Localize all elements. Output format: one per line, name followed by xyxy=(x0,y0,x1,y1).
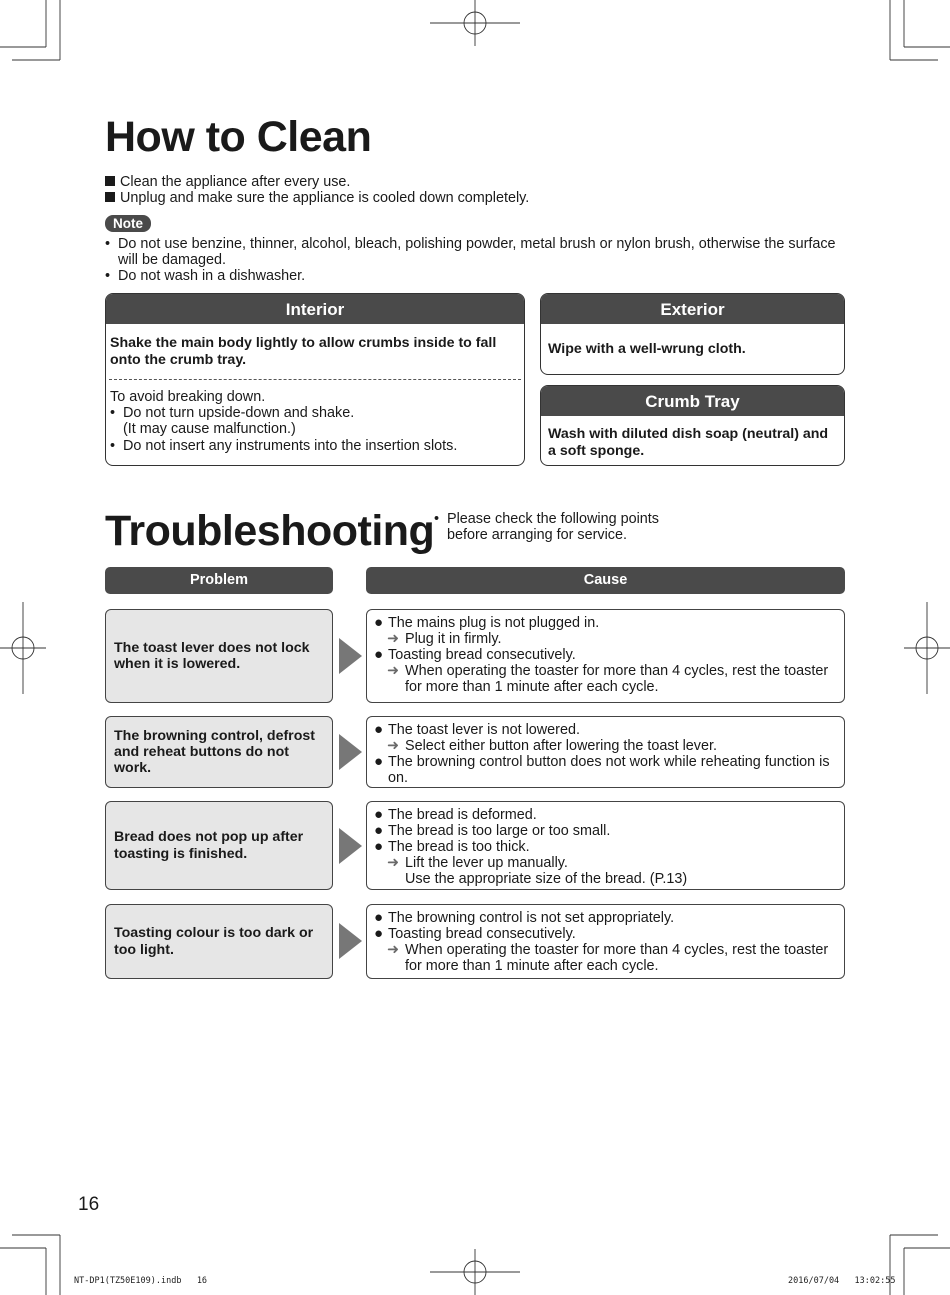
bullet-icon: • xyxy=(110,405,116,422)
crumb-tray-instruction: Wash with diluted dish soap (neutral) and a soft sponge. xyxy=(548,426,829,459)
cause-cell xyxy=(366,801,845,890)
interior-caution xyxy=(106,380,524,454)
arrow-right-icon xyxy=(339,734,362,770)
exterior-instruction: Wipe with a well-wrung cloth. xyxy=(548,341,746,357)
troubleshooting-note: • Please check the following points before arranging for service. xyxy=(434,511,694,543)
arrow-icon: ➜ xyxy=(387,738,400,755)
caution-intro: To avoid breaking down. xyxy=(110,389,266,405)
interior-instruction: Shake the main body lightly to allow crumbs inside to fall onto the crumb tray. xyxy=(110,335,497,368)
intro-item: Unplug and make sure the appliance is cooled down completely. xyxy=(105,190,865,206)
bullet-icon: ● xyxy=(374,925,384,943)
bullet-icon: • xyxy=(110,437,116,454)
note-item: • Do not use benzine, thinner, alcohol, bleach, polishing powder, metal brush or nylon brush, otherwise the surface will be damaged. xyxy=(105,236,836,269)
problem-cell: Bread does not pop up after toasting is finished. xyxy=(105,801,333,890)
cause-item: ● Toasting bread consecutively. xyxy=(374,646,576,664)
interior-box xyxy=(105,293,525,466)
arrow-icon: ➜ xyxy=(387,631,400,648)
problem-cell: Toasting colour is too dark or too light. xyxy=(105,904,333,979)
cause-cell xyxy=(366,716,845,788)
remedy-item: ➜ When operating the toaster for more than 4 cycles, rest the toaster for more than 1 minute after each cycle. xyxy=(387,942,829,975)
troubleshooting-note-item: • Please check the following points xyxy=(434,511,659,527)
problem-cell: The browning control, defrost and reheat buttons do not work. xyxy=(105,716,333,788)
exterior-box xyxy=(540,293,845,375)
troubleshooting-title: Troubleshooting xyxy=(105,507,435,555)
arrow-icon: ➜ xyxy=(387,942,400,959)
crumb-tray-box xyxy=(540,385,845,466)
bullet-icon: ● xyxy=(374,614,384,631)
cause-item: ● The browning control is not set appropriately. xyxy=(374,909,675,926)
bullet-icon: ● xyxy=(374,721,384,738)
footer-timestamp: 2016/07/04 13:02:55 xyxy=(788,1276,896,1286)
cause-item: ● The browning control button does not work while reheating function is on. xyxy=(374,753,830,787)
bullet-icon: • xyxy=(434,511,440,527)
clean-intro xyxy=(105,174,865,206)
cause-item: ● The bread is too large or too small. xyxy=(374,822,611,840)
arrow-right-icon xyxy=(339,923,362,959)
cause-column-header: Cause xyxy=(366,567,845,594)
bullet-icon: ● xyxy=(374,806,384,823)
page-number: 16 xyxy=(78,1194,100,1215)
exterior-heading: Exterior xyxy=(541,294,844,324)
cause-item: ● The mains plug is not plugged in. xyxy=(374,614,600,631)
crumb-tray-heading: Crumb Tray xyxy=(541,386,844,416)
bullet-icon: ● xyxy=(374,646,384,664)
arrow-icon: ➜ xyxy=(387,855,400,872)
problem-column-header: Problem xyxy=(105,567,333,594)
remedy-item: ➜ Plug it in firmly. xyxy=(387,631,502,648)
arrow-right-icon xyxy=(339,638,362,674)
problem-cell: The toast lever does not lock when it is lowered. xyxy=(105,609,333,703)
bullet-icon: ● xyxy=(374,822,384,840)
bullet-icon: • xyxy=(105,236,111,252)
note-item: • Do not wash in a dishwasher. xyxy=(105,268,306,285)
footer-filename: NT-DP1(TZ50E109).indb 16 xyxy=(74,1276,208,1286)
note-list xyxy=(105,236,850,285)
caution-note: (It may cause malfunction.) xyxy=(123,421,296,438)
interior-heading: Interior xyxy=(106,294,524,324)
bullet-icon: ● xyxy=(374,838,384,856)
bullet-icon: ● xyxy=(374,909,384,926)
remedy-item: ➜ Lift the lever up manually. xyxy=(387,855,568,872)
bullet-icon: • xyxy=(105,268,111,285)
cause-item: ● The bread is too thick. xyxy=(374,838,530,856)
remedy-item: Use the appropriate size of the bread. (P.13) xyxy=(405,871,688,888)
square-bullet-icon xyxy=(105,176,115,186)
caution-item: • Do not insert any instruments into the insertion slots. xyxy=(110,437,458,454)
cause-item: ● Toasting bread consecutively. xyxy=(374,925,576,943)
intro-item: Clean the appliance after every use. xyxy=(105,174,865,190)
arrow-icon: ➜ xyxy=(387,663,400,680)
clean-title: How to Clean xyxy=(105,113,372,161)
caution-item: • Do not turn upside-down and shake. xyxy=(110,405,355,422)
remedy-item: ➜ Select either button after lowering the toast lever. xyxy=(387,738,717,755)
bullet-icon: ● xyxy=(374,753,384,771)
cause-item: ● The bread is deformed. xyxy=(374,806,537,823)
cause-item: ● The toast lever is not lowered. xyxy=(374,721,580,738)
cause-cell xyxy=(366,609,845,703)
square-bullet-icon xyxy=(105,192,115,202)
note-badge: Note xyxy=(105,215,151,232)
cause-cell xyxy=(366,904,845,979)
arrow-right-icon xyxy=(339,828,362,864)
remedy-item: ➜ When operating the toaster for more than 4 cycles, rest the toaster for more than 1 minute after each cycle. xyxy=(387,663,829,696)
